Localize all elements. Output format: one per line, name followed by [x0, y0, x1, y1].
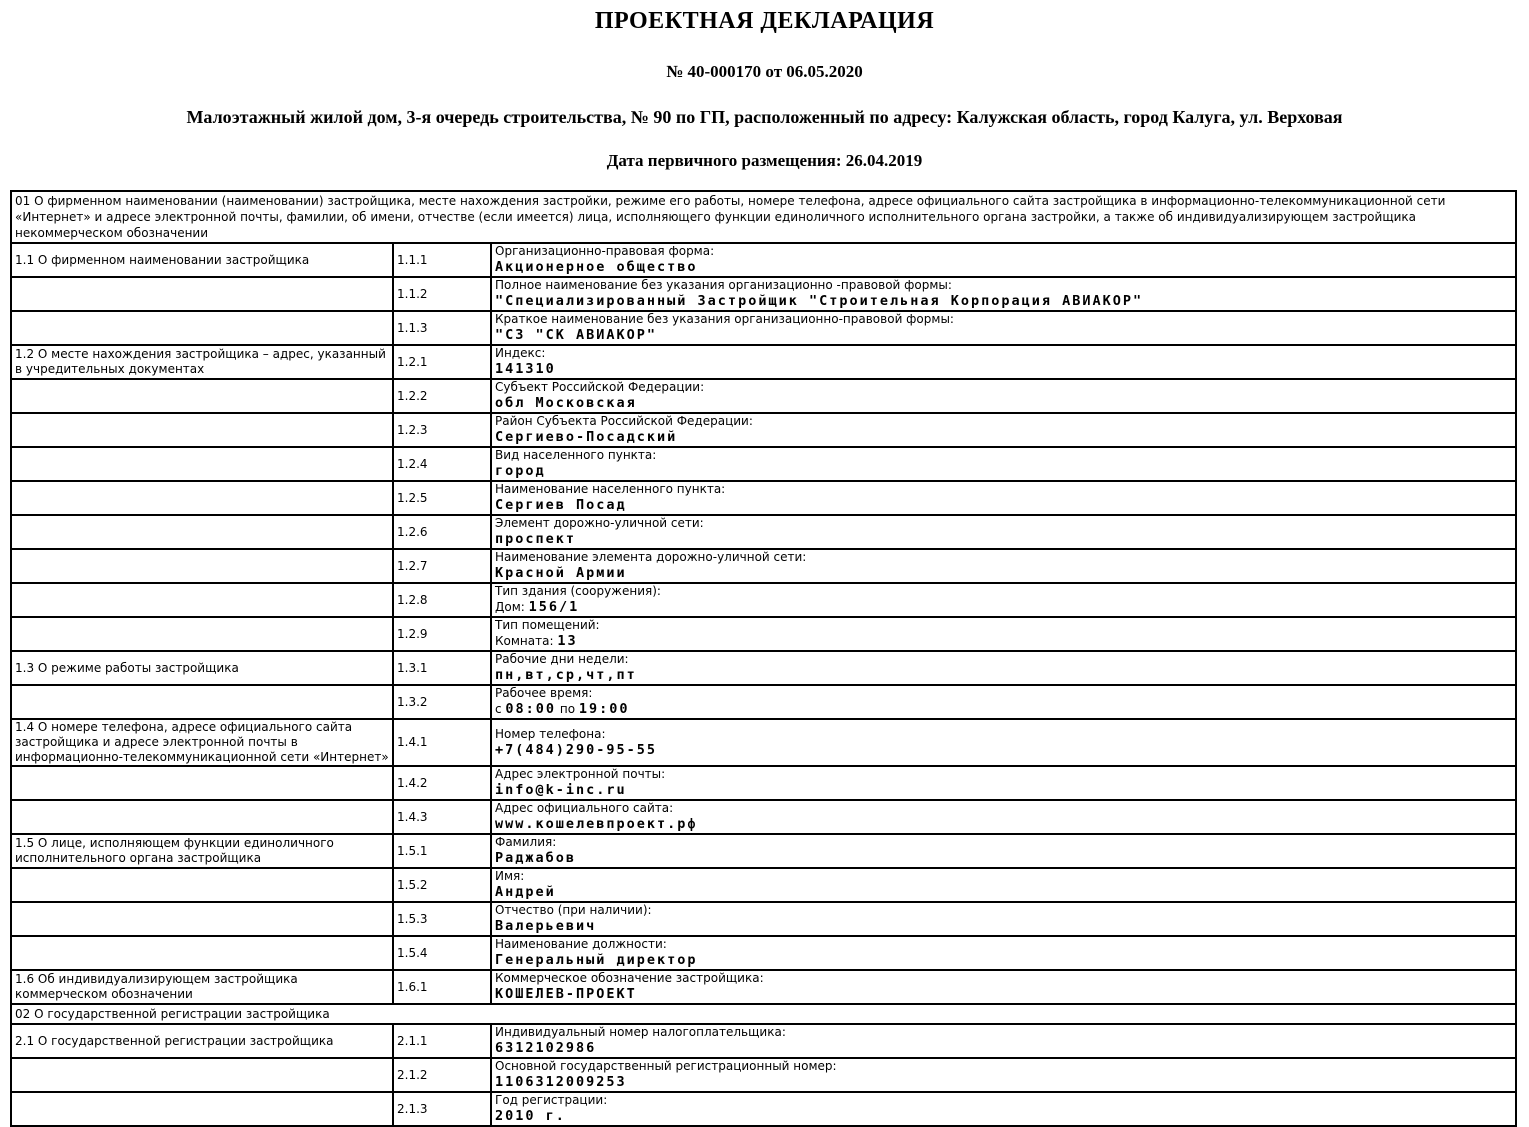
field-value-bold: 1106312009253	[495, 1074, 627, 1090]
content-cell	[491, 345, 1516, 379]
code-cell: 1.5.1	[393, 834, 491, 868]
table-row	[11, 413, 1516, 447]
field-value-bold: 2010 г.	[495, 1108, 566, 1124]
page-title: ПРОЕКТНАЯ ДЕКЛАРАЦИЯ	[594, 8, 935, 34]
group-cell	[11, 868, 393, 902]
field-value	[495, 259, 1512, 276]
field-value-bold: +7(484)290-95-55	[495, 741, 658, 758]
group-cell	[11, 766, 393, 800]
field-value-plain: по	[556, 702, 579, 716]
field-label: Наименование элемента дорожно-уличной сети:	[495, 550, 807, 564]
code-cell: 1.4.1	[393, 719, 491, 766]
field-value-bold: 6312102986	[495, 1040, 597, 1056]
field-label: Тип помещений:	[495, 618, 600, 632]
code-cell: 1.2.8	[393, 583, 491, 617]
field-value-bold: 156/1	[528, 599, 580, 615]
content-cell	[491, 549, 1516, 583]
section-header: 01 О фирменном наименовании (наименовании) застройщика, месте нахождения застройки, режиме его работы, номере телефона, адресе официального сайта застройщика в информационно-телекоммуникационной сети «Интернет» и адресе электронной почты, фамилии, об имени, отчестве (если имеется) лица, исполняющего функции единоличного исполнительного органа застройки, а также об индивидуализирующем застройщика некоммерческом обозначении	[11, 191, 1516, 243]
field-value	[495, 497, 1512, 514]
group-cell	[11, 936, 393, 970]
table-row	[11, 481, 1516, 515]
group-cell	[11, 277, 393, 311]
declaration-table	[10, 190, 1517, 1127]
field-value-bold: Сергиев Посад	[495, 497, 627, 513]
field-value	[495, 667, 1512, 684]
field-value	[495, 463, 1512, 480]
field-label: Имя:	[495, 869, 525, 883]
field-value	[495, 884, 1512, 901]
group-cell	[11, 1058, 393, 1092]
code-cell: 1.6.1	[393, 970, 491, 1004]
table-row	[11, 1058, 1516, 1092]
group-cell	[11, 311, 393, 345]
field-value	[495, 850, 1512, 867]
content-cell	[491, 583, 1516, 617]
code-cell: 1.2.3	[393, 413, 491, 447]
section-header-row	[11, 191, 1516, 243]
table-row	[11, 685, 1516, 719]
group-cell	[11, 515, 393, 549]
content-cell	[491, 481, 1516, 515]
field-label: Рабочее время:	[495, 686, 593, 700]
field-label: Элемент дорожно-уличной сети:	[495, 516, 704, 530]
content-cell	[491, 1092, 1516, 1126]
section-header-row	[11, 1004, 1516, 1024]
field-label: Основной государственный регистрационный номер:	[495, 1059, 837, 1073]
field-value-bold: проспект	[495, 531, 577, 547]
field-value-bold: 141310	[495, 361, 556, 377]
table-row	[11, 970, 1516, 1004]
field-value	[495, 952, 1512, 969]
group-cell: 1.1 О фирменном наименовании застройщика	[11, 243, 393, 277]
content-cell	[491, 413, 1516, 447]
table-row	[11, 868, 1516, 902]
field-value-bold: www.кошелевпроект.рф	[495, 816, 698, 832]
group-cell	[11, 902, 393, 936]
field-label: Рабочие дни недели:	[495, 652, 629, 666]
field-value	[495, 782, 1512, 799]
table-row	[11, 1024, 1516, 1058]
table-row	[11, 800, 1516, 834]
content-cell	[491, 766, 1516, 800]
code-cell: 1.3.2	[393, 685, 491, 719]
table-row	[11, 243, 1516, 277]
field-value-bold: 13	[557, 633, 578, 649]
table-row	[11, 936, 1516, 970]
field-value-bold: пн,вт,ср,чт,пт	[495, 667, 637, 683]
code-cell: 1.2.6	[393, 515, 491, 549]
group-cell	[11, 617, 393, 651]
content-cell	[491, 902, 1516, 936]
content-cell	[491, 379, 1516, 413]
code-cell: 1.1.1	[393, 243, 491, 277]
field-value	[495, 327, 1512, 344]
document-header	[0, 8, 1529, 171]
field-label: Вид населенного пункта:	[495, 448, 657, 462]
group-cell	[11, 583, 393, 617]
field-label: Тип здания (сооружения):	[495, 584, 661, 598]
field-value-bold: "СЗ "СК АВИАКОР"	[495, 327, 658, 343]
table-row	[11, 549, 1516, 583]
field-value	[495, 395, 1512, 412]
content-cell	[491, 1024, 1516, 1058]
field-value	[495, 1108, 1512, 1125]
content-cell	[491, 311, 1516, 345]
field-value-bold: Андрей	[495, 884, 556, 900]
code-cell: 1.1.2	[393, 277, 491, 311]
content-cell	[491, 1058, 1516, 1092]
field-value-bold: Валерьевич	[495, 918, 597, 934]
field-value	[495, 531, 1512, 548]
field-value	[495, 599, 1512, 616]
field-value	[495, 1040, 1512, 1057]
field-value-bold: 19:00	[578, 701, 630, 717]
content-cell	[491, 834, 1516, 868]
field-label: Субъект Российской Федерации:	[495, 380, 705, 394]
declaration-number: № 40-000170 от 06.05.2020	[666, 62, 863, 81]
content-cell	[491, 800, 1516, 834]
field-label: Год регистрации:	[495, 1093, 608, 1107]
field-label: Адрес официального сайта:	[495, 801, 674, 815]
field-label: Фамилия:	[495, 835, 557, 849]
table-row	[11, 277, 1516, 311]
content-cell	[491, 685, 1516, 719]
group-cell	[11, 800, 393, 834]
code-cell: 1.2.2	[393, 379, 491, 413]
code-cell: 1.2.1	[393, 345, 491, 379]
group-cell	[11, 1092, 393, 1126]
group-cell	[11, 685, 393, 719]
field-label: Коммерческое обозначение застройщика:	[495, 971, 764, 985]
field-label: Организационно-правовая форма:	[495, 244, 715, 258]
code-cell: 1.2.5	[393, 481, 491, 515]
content-cell	[491, 515, 1516, 549]
field-value-bold: Раджабов	[495, 850, 577, 866]
declaration-table-body	[11, 191, 1516, 1126]
field-value-bold: город	[495, 463, 546, 479]
field-value-bold: Красной Армии	[495, 565, 627, 581]
group-cell: 2.1 О государственной регистрации застройщика	[11, 1024, 393, 1058]
field-label: Индивидуальный номер налогоплательщика:	[495, 1025, 786, 1039]
field-value	[495, 565, 1512, 582]
field-label: Номер телефона:	[495, 726, 606, 741]
code-cell: 1.1.3	[393, 311, 491, 345]
field-value	[495, 1074, 1512, 1091]
field-value	[495, 918, 1512, 935]
field-value-plain: Комната:	[495, 634, 558, 648]
group-cell: 1.6 Об индивидуализирующем застройщика коммерческом обозначении	[11, 970, 393, 1004]
field-label: Отчество (при наличии):	[495, 903, 652, 917]
field-value	[495, 986, 1512, 1003]
field-value-bold: Акционерное общество	[495, 259, 698, 275]
field-label: Наименование населенного пункта:	[495, 482, 726, 496]
code-cell: 1.5.2	[393, 868, 491, 902]
code-cell: 1.5.3	[393, 902, 491, 936]
section-header: 02 О государственной регистрации застройщика	[11, 1004, 1516, 1024]
field-value	[495, 361, 1512, 378]
content-cell	[491, 277, 1516, 311]
table-row	[11, 1092, 1516, 1126]
field-value-bold: "Специализированный Застройщик "Строительная Корпорация АВИАКОР"	[495, 293, 1144, 309]
field-label: Краткое наименование без указания организационно-правовой формы:	[495, 312, 954, 326]
code-cell: 1.2.9	[393, 617, 491, 651]
group-cell: 1.4 О номере телефона, адресе официального сайта застройщика и адресе электронной почты в информационно-телекоммуникационной сети «Интернет»	[11, 719, 393, 766]
group-cell: 1.2 О месте нахождения застройщика – адрес, указанный в учредительных документах	[11, 345, 393, 379]
group-cell	[11, 549, 393, 583]
group-cell	[11, 481, 393, 515]
field-value-bold: обл Московская	[495, 395, 637, 411]
code-cell: 1.2.7	[393, 549, 491, 583]
table-row	[11, 447, 1516, 481]
field-value-plain: с	[495, 702, 506, 716]
code-cell: 1.4.2	[393, 766, 491, 800]
table-row	[11, 834, 1516, 868]
field-value-bold: Сергиево-Посадский	[495, 429, 678, 445]
table-row	[11, 719, 1516, 766]
field-value	[495, 429, 1512, 446]
table-row	[11, 379, 1516, 413]
object-description: Малоэтажный жилой дом, 3-я очередь строительства, № 90 по ГП, расположенный по адресу: Калужская область, город Калуга, ул. Верховая	[186, 107, 1343, 127]
field-value	[495, 742, 1512, 759]
group-cell: 1.5 О лице, исполняющем функции единоличного исполнительного органа застройщика	[11, 834, 393, 868]
table-row	[11, 311, 1516, 345]
content-cell	[491, 936, 1516, 970]
field-value-bold: КОШЕЛЕВ-ПРОЕКТ	[495, 986, 637, 1002]
code-cell: 1.3.1	[393, 651, 491, 685]
field-value	[495, 701, 1512, 718]
table-row	[11, 651, 1516, 685]
code-cell: 2.1.2	[393, 1058, 491, 1092]
code-cell: 2.1.3	[393, 1092, 491, 1126]
field-value	[495, 816, 1512, 833]
field-label: Район Субъекта Российской Федерации:	[495, 414, 753, 428]
content-cell	[491, 447, 1516, 481]
code-cell: 1.5.4	[393, 936, 491, 970]
field-value	[495, 293, 1512, 310]
group-cell	[11, 447, 393, 481]
placement-date: Дата первичного размещения: 26.04.2019	[606, 151, 923, 170]
group-cell	[11, 413, 393, 447]
field-value	[495, 633, 1512, 650]
content-cell	[491, 617, 1516, 651]
content-cell	[491, 868, 1516, 902]
group-cell	[11, 379, 393, 413]
field-value-bold: info@k-inc.ru	[495, 782, 627, 798]
field-label: Адрес электронной почты:	[495, 767, 666, 781]
table-row	[11, 345, 1516, 379]
table-row	[11, 766, 1516, 800]
field-label: Полное наименование без указания организационно -правовой формы:	[495, 278, 952, 292]
content-cell	[491, 243, 1516, 277]
code-cell: 2.1.1	[393, 1024, 491, 1058]
field-label: Индекс:	[495, 346, 546, 360]
table-row	[11, 617, 1516, 651]
table-row	[11, 902, 1516, 936]
content-cell	[491, 651, 1516, 685]
code-cell: 1.2.4	[393, 447, 491, 481]
content-cell	[491, 719, 1516, 766]
field-label: Наименование должности:	[495, 937, 667, 951]
field-value-bold: Генеральный директор	[495, 952, 698, 968]
table-row	[11, 515, 1516, 549]
field-value-bold: 08:00	[505, 701, 557, 717]
group-cell: 1.3 О режиме работы застройщика	[11, 651, 393, 685]
table-row	[11, 583, 1516, 617]
code-cell: 1.4.3	[393, 800, 491, 834]
field-value-plain: Дом:	[495, 600, 529, 614]
content-cell	[491, 970, 1516, 1004]
